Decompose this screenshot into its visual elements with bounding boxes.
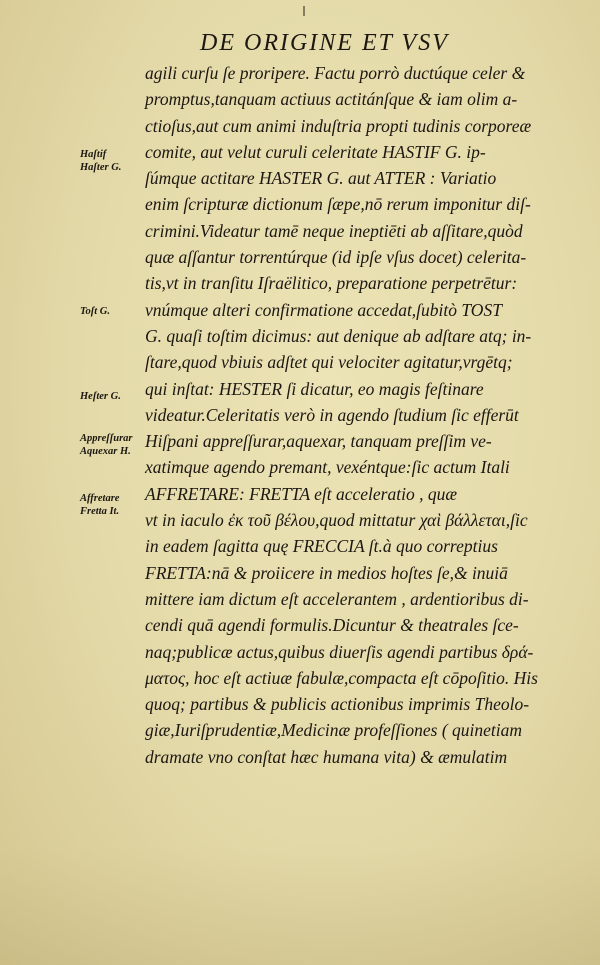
margin-note-line: Toſt G. (80, 306, 110, 317)
margin-note-line: Haſter G. (80, 162, 122, 173)
text-line: vt in iaculo ἐκ τοῦ βέλου,quod mittatur χαὶ βάλλεται,ſic (145, 510, 528, 531)
text-line: ματος, hoc eſt actiuæ fabulæ,compacta eſt cōpoſitio. His (145, 667, 538, 688)
text-line: ſtare,quod vbiuis adſtet qui velociter agitatur,vrgētq; (145, 352, 513, 373)
text-line: crimini.Videatur tamē neque ineptiēti ab aſſitare,quòd (145, 220, 523, 241)
text-line: quæ aſſantur torrentúrque (id ipſe vſus docet) celerita- (145, 247, 527, 268)
margin-note-appressurar (80, 432, 150, 458)
text-line: videatur.Celeritatis verò in agendo ſtudium ſic efferūt (145, 404, 519, 425)
text-line: qui inſtat: HESTER ſi dicatur, eo magis feſtinare (145, 378, 484, 399)
running-head: DE ORIGINE ET VSV (200, 30, 449, 56)
text-line: cendi quā agendi formulis.Dicuntur & theatrales ſce- (145, 615, 519, 636)
text-line: mittere iam dictum eſt accelerantem , ardentioribus di- (145, 588, 529, 609)
text-line: tis,vt in tranſitu Iſraëlitico, preparatione perpetrētur: (145, 273, 518, 294)
margin-note-line: Fretta It. (80, 506, 120, 517)
text-line: agili curſu ſe proripere. Factu porrò ductúque celer & (145, 63, 526, 83)
text-line: G. quaſi toſtim dicimus: aut denique ab adſtare atq; in- (145, 325, 532, 346)
text-line: ſúmque actitare HASTER G. aut ATTER : Variatio (145, 168, 497, 189)
margin-note-line: Haſtif (80, 149, 107, 160)
text-line: promptus,tanquam actiuus actitánſque & iam olim a- (145, 89, 518, 110)
text-line: dramate vno conſtat hæc humana vita) & æmulatim (145, 746, 508, 767)
text-line: enim ſcripturæ dictionum ſæpe,nō rerum imponitur diſ- (145, 194, 531, 215)
margin-note-hastif (80, 148, 150, 174)
text-line: AFFRETARE: FRETTA eſt acceleratio , quæ (145, 483, 458, 504)
margin-note-affretare (80, 492, 150, 518)
text-line: quoq; partibus & publicis actionibus imprimis Theolo- (145, 694, 530, 715)
margin-note-line: Heſter G. (80, 391, 121, 402)
page-mark (303, 6, 305, 16)
margin-note-line: Affretare (80, 493, 120, 504)
text-line: vnúmque alteri confirmatione accedat,ſubitò TOST (145, 299, 502, 320)
text-line: Hiſpani appreſſurar,aquexar, tanquam preſſim ve- (145, 431, 492, 452)
text-line: naq;publicæ actus,quibus diuerſis agendi partibus δρά- (145, 641, 534, 662)
margin-note-hester (80, 390, 150, 403)
text-line: comite, aut velut curuli celeritate HASTIF G. ip- (145, 141, 486, 162)
body-text (145, 60, 590, 770)
margin-note-line: Aquexar H. (80, 446, 131, 457)
text-line: giæ,Iuriſprudentiæ,Medicinæ profeſſiones ( quinetiam (145, 720, 523, 741)
text-line: in eadem ſagitta quę FRECCIA ſt.à quo correptius (145, 536, 498, 557)
text-line: ctioſus,aut cum animi induſtria propti tudinis corporeæ (145, 115, 532, 136)
margin-note-line: Appreſſurar (80, 433, 133, 444)
text-line: xatimque agendo premant, vexéntque:ſic actum Itali (145, 457, 510, 478)
text-line: FRETTA:nā & proiicere in medios hoſtes ſe,& inuiā (145, 562, 508, 583)
margin-note-tost (80, 305, 150, 318)
page-shading (0, 845, 600, 965)
